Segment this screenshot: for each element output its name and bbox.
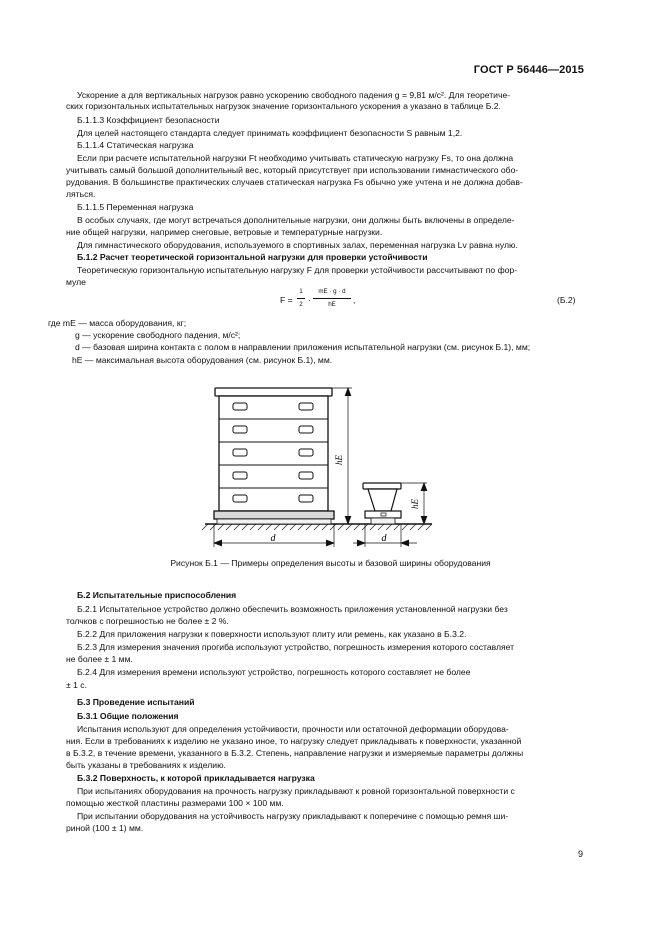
paragraph-line: Теоретическую горизонтальную испытательную нагрузку F для проверки устойчивости рассчитывают по фор- xyxy=(77,265,518,275)
section-heading: Б.2 Испытательные приспособления xyxy=(77,590,237,600)
dimension-label-d: d xyxy=(381,533,387,544)
paragraph-line: ние общей нагрузки, например снеговые, ветровые и температурные нагрузки. xyxy=(66,227,383,237)
subsection-heading: Б.1.1.4 Статическая нагрузка xyxy=(77,140,194,150)
formula-denominator: hE xyxy=(328,301,336,308)
legend-line: g — ускорение свободного падения, м/с²; xyxy=(75,330,241,340)
section-heading: Б.3 Проведение испытаний xyxy=(77,697,195,707)
paragraph-line: При испытании оборудования на устойчивость нагрузку прикладывают к поперечине с помощью ремня ши- xyxy=(77,811,509,821)
figure-caption: Рисунок Б.1 — Примеры определения высоты и базовой ширины оборудования xyxy=(170,558,491,568)
subsection-heading: Б.1.1.3 Коэффициент безопасности xyxy=(77,115,220,125)
paragraph-line: муле xyxy=(66,277,86,287)
paragraph-line: В особых случаях, где могут встречаться дополнительные нагрузки, они должны быть включены в определе- xyxy=(77,215,515,225)
floor xyxy=(202,524,432,530)
document-code: ГОСТ Р 56446—2015 xyxy=(473,64,584,76)
subsection-heading: Б.1.1.5 Переменная нагрузка xyxy=(77,202,194,212)
formula-dot: · xyxy=(308,295,311,305)
dimension-label-d: d xyxy=(270,533,276,544)
legend-line: hE — максимальная высота оборудования (см. рисунок Б.1), мм. xyxy=(72,355,333,365)
paragraph-line: быть указаны в требованиях к изделию. xyxy=(66,760,226,770)
legend-line: d — базовая ширина контакта с полом в направлении приложения испытательной нагрузки (см. рисунок Б.1), мм; xyxy=(75,342,531,352)
paragraph-line: Б.2.2 Для приложения нагрузки к поверхности используют плиту или ремень, как указано в Б.3.2. xyxy=(77,629,467,639)
formula-numerator: mE · g · d xyxy=(318,288,346,295)
subsection-heading: Б.3.1 Общие положения xyxy=(77,711,179,721)
page-number: 9 xyxy=(577,849,583,859)
paragraph-line: ния. Если в требованиях к изделию не указано иное, то нагрузку следует прикладывать к поверхности, указанной xyxy=(66,736,522,746)
paragraph-line: учитывать самый большой дополнительный вес, который присутствует при использовании гимнастического обо- xyxy=(66,165,519,175)
paragraph-line: Ускорение a для вертикальных нагрузок равно ускорению свободного падения g = 9,81 м/с². Для теоретиче- xyxy=(77,90,511,100)
vaulting-box xyxy=(214,388,334,524)
paragraph-line: помощью жесткой пластины размерами 100 × 100 мм. xyxy=(66,798,284,808)
paragraph-line: Б.2.3 Для измерения значения прогиба используют устройство, погрешность измерения которого составляет xyxy=(77,642,515,652)
paragraph-line: не более ± 1 мм. xyxy=(66,654,133,664)
dimension-label-h: hE xyxy=(410,499,420,509)
springboard xyxy=(363,483,401,524)
paragraph-line: риной (100 ± 1) мм. xyxy=(66,823,144,833)
subsection-heading: Б.1.2 Расчет теоретической горизонтальной нагрузки для проверки устойчивости xyxy=(77,252,428,262)
formula-tail: , xyxy=(353,295,356,305)
paragraph-line: Б.2.4 Для измерения времени используют устройство, погрешность которого составляет не более xyxy=(77,667,471,677)
paragraph-line: толчков с погрешностью не более ± 2 %. xyxy=(66,616,229,626)
subsection-heading: Б.3.2 Поверхность, к которой прикладывается нагрузка xyxy=(77,773,315,783)
paragraph-line: При испытаниях оборудования на прочность нагрузку прикладывают к ровной горизонтальной поверхности с xyxy=(77,786,515,796)
paragraph-line: ± 1 с. xyxy=(66,680,87,690)
formula-lhs: F = xyxy=(280,295,293,305)
paragraph-line: Испытания используют для определения устойчивости, прочности или остаточной деформации оборудова- xyxy=(77,724,509,734)
legend-line: где mE — масса оборудования, кг; xyxy=(48,318,187,328)
formula-number: (Б.2) xyxy=(557,295,576,305)
paragraph-line: Б.2.1 Испытательное устройство должно обеспечить возможность приложения установленной нагрузки без xyxy=(77,604,508,614)
formula-half-numerator: 1 xyxy=(299,288,303,295)
paragraph-line: Для гимнастического оборудования, используемого в спортивных залах, переменная нагрузка Lv равна нулю. xyxy=(77,240,518,250)
dimension-label-h: hE xyxy=(334,455,344,465)
paragraph-line: Для целей настоящего стандарта следует принимать коэффициент безопасности S равным 1,2. xyxy=(77,128,463,138)
paragraph-line: ляться. xyxy=(66,189,96,199)
paragraph-line: рудования. В большинстве практических случаев статическая нагрузка Fs обычно уже учтена и не должна добав- xyxy=(66,177,523,187)
paragraph-line: в Б.3.2, в течение времени, указанного в Б.3.2. Степень, направление нагрузки и измеряемые параметры должны xyxy=(66,748,524,758)
paragraph-line: ских горизонтальных испытательных нагрузок значение горизонтального ускорения a указано в таблице Б.2. xyxy=(66,101,501,111)
formula-half-denominator: 2 xyxy=(299,301,303,308)
paragraph-line: Если при расчете испытательной нагрузки Ft необходимо учитывать статическую нагрузку Fs, то она должна xyxy=(77,153,514,163)
